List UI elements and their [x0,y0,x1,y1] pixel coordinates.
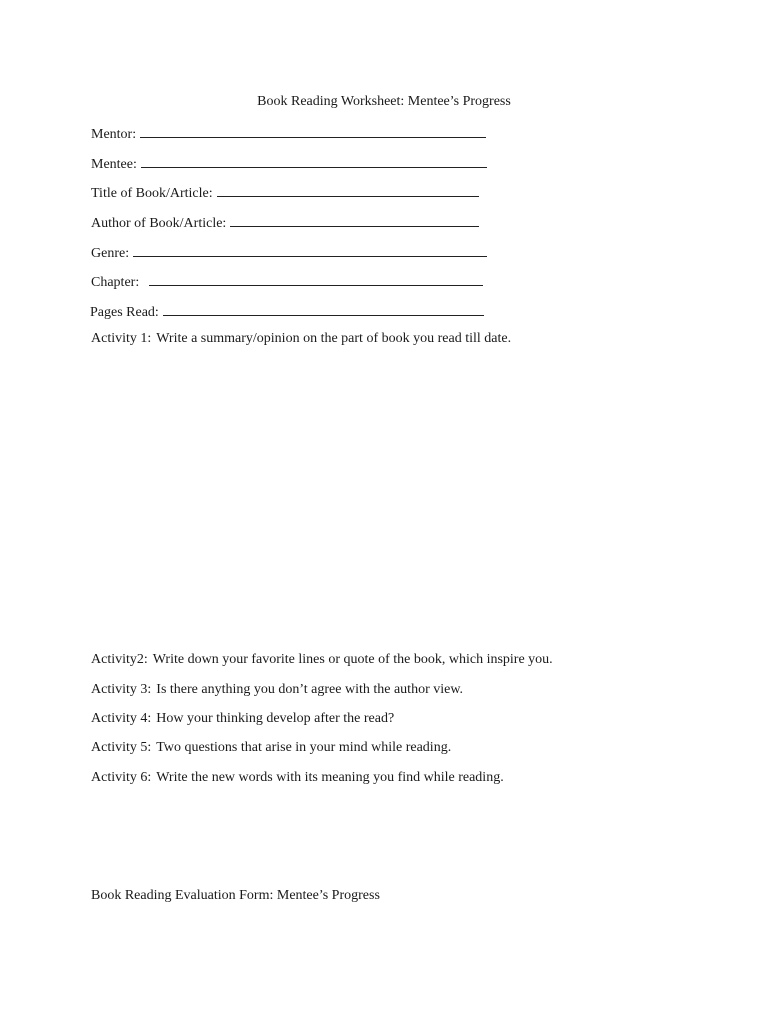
pages-read-blank-line[interactable] [163,301,484,316]
worksheet-title: Book Reading Worksheet: Mentee’s Progress [257,94,511,109]
mentee-field [91,153,487,173]
title-of-book-field [91,182,479,202]
activity-1-label: Activity 1: [91,331,152,346]
chapter-field [91,271,483,291]
activity-5-text: Two questions that arise in your mind while reading. [156,740,452,755]
activity-4-label: Activity 4: [91,711,152,726]
mentor-blank-line[interactable] [140,123,486,138]
evaluation-form-title: Book Reading Evaluation Form: Mentee’s Progress [91,888,380,903]
author-of-book-blank-line[interactable] [230,212,479,227]
activity-1-text: Write a summary/opinion on the part of book you read till date. [156,331,512,346]
genre-blank-line[interactable] [133,242,487,257]
mentor-label: Mentor: [91,127,137,142]
chapter-label: Chapter: [91,275,140,290]
chapter-blank-line[interactable] [149,271,483,286]
mentee-blank-line[interactable] [141,153,487,168]
activity-6 [91,770,504,786]
activity-3 [91,682,463,698]
genre-field [91,242,487,262]
activity-2-label: Activity2: [91,652,148,667]
activity-3-label: Activity 3: [91,682,152,697]
activity-6-label: Activity 6: [91,770,152,785]
author-of-book-field [91,212,479,232]
title-of-book-label: Title of Book/Article: [91,186,213,201]
genre-label: Genre: [91,246,130,261]
title-of-book-blank-line[interactable] [217,182,479,197]
activity-3-text: Is there anything you don’t agree with the author view. [156,682,464,697]
mentee-label: Mentee: [91,157,137,172]
pages-read-field [90,301,484,321]
activity-1 [91,331,511,347]
mentor-field [91,123,486,143]
author-of-book-label: Author of Book/Article: [91,216,227,231]
pages-read-label: Pages Read: [90,305,159,320]
activity-4 [91,711,394,727]
activity-5 [91,740,451,756]
activity-2-text: Write down your favorite lines or quote of the book, which inspire you. [152,652,553,667]
activity-5-label: Activity 5: [91,740,152,755]
activity-4-text: How your thinking develop after the read? [156,711,395,726]
activity-6-text: Write the new words with its meaning you find while reading. [156,770,504,785]
activity-2 [91,652,553,668]
